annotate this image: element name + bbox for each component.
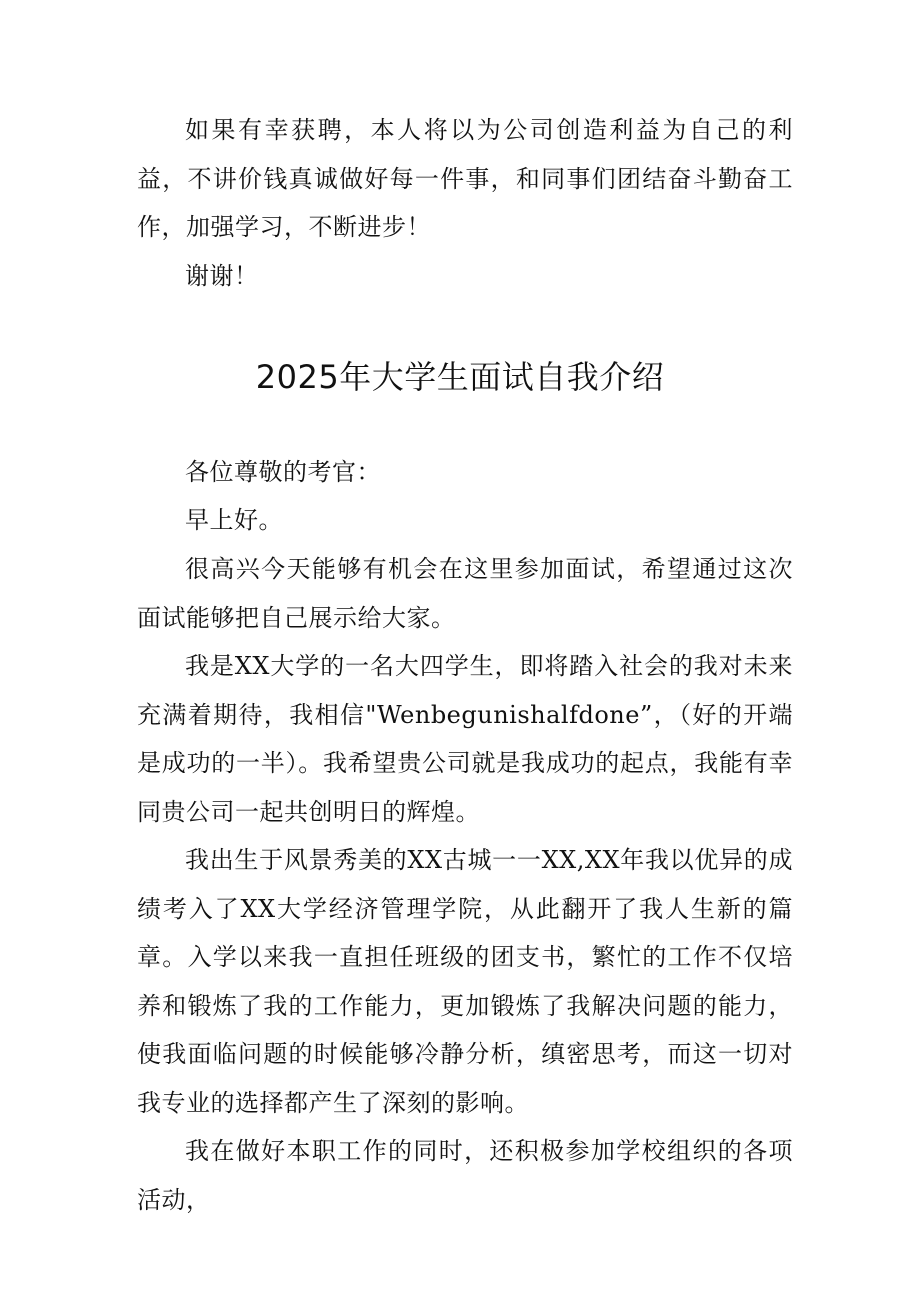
essay-paragraph-activities: 我在做好本职工作的同时，还积极参加学校组织的各项活动， (137, 1137, 793, 1214)
essay-paragraph-student: 我是XX大学的一名大四学生，即将踏入社会的我对未来充满着期待，我相信"Wenbegunishalfdone”，（好的开端是成功的一半）。我希望贵公司就是我成功的起点，我能有幸同贵公司一起共创明日的辉煌。 (137, 652, 793, 826)
essay-paragraph-intro: 很高兴今天能够有机会在这里参加面试，希望通过这次面试能够把自己展示给大家。 (137, 555, 793, 632)
essay-paragraph-background: 我出生于风景秀美的XX古城一一XX,XX年我以优异的成绩考入了XX大学经济管理学院，从此翻开了我人生新的篇章。入学以来我一直担任班级的团支书，繁忙的工作不仅培养和锻炼了我的工作能力，更加锻炼了我解决问题的能力，使我面临问题的时候能够冷静分析，缜密思考，而这一切对我专业的选择都产生了深刻的影响。 (137, 846, 793, 1117)
prev-paragraph-commitment: 如果有幸获聘，本人将以为公司创造利益为自己的利益，不讲价钱真诚做好每一件事，和同事们团结奋斗勤奋工作，加强学习，不断进步！ (137, 116, 793, 241)
essay-paragraph-greeting: 各位尊敬的考官： (185, 458, 381, 486)
essay-title: 2025年大学生面试自我介绍 (255, 358, 665, 396)
prev-paragraph-thanks: 谢谢！ (185, 262, 259, 290)
essay-paragraph-good-morning: 早上好。 (185, 506, 283, 534)
